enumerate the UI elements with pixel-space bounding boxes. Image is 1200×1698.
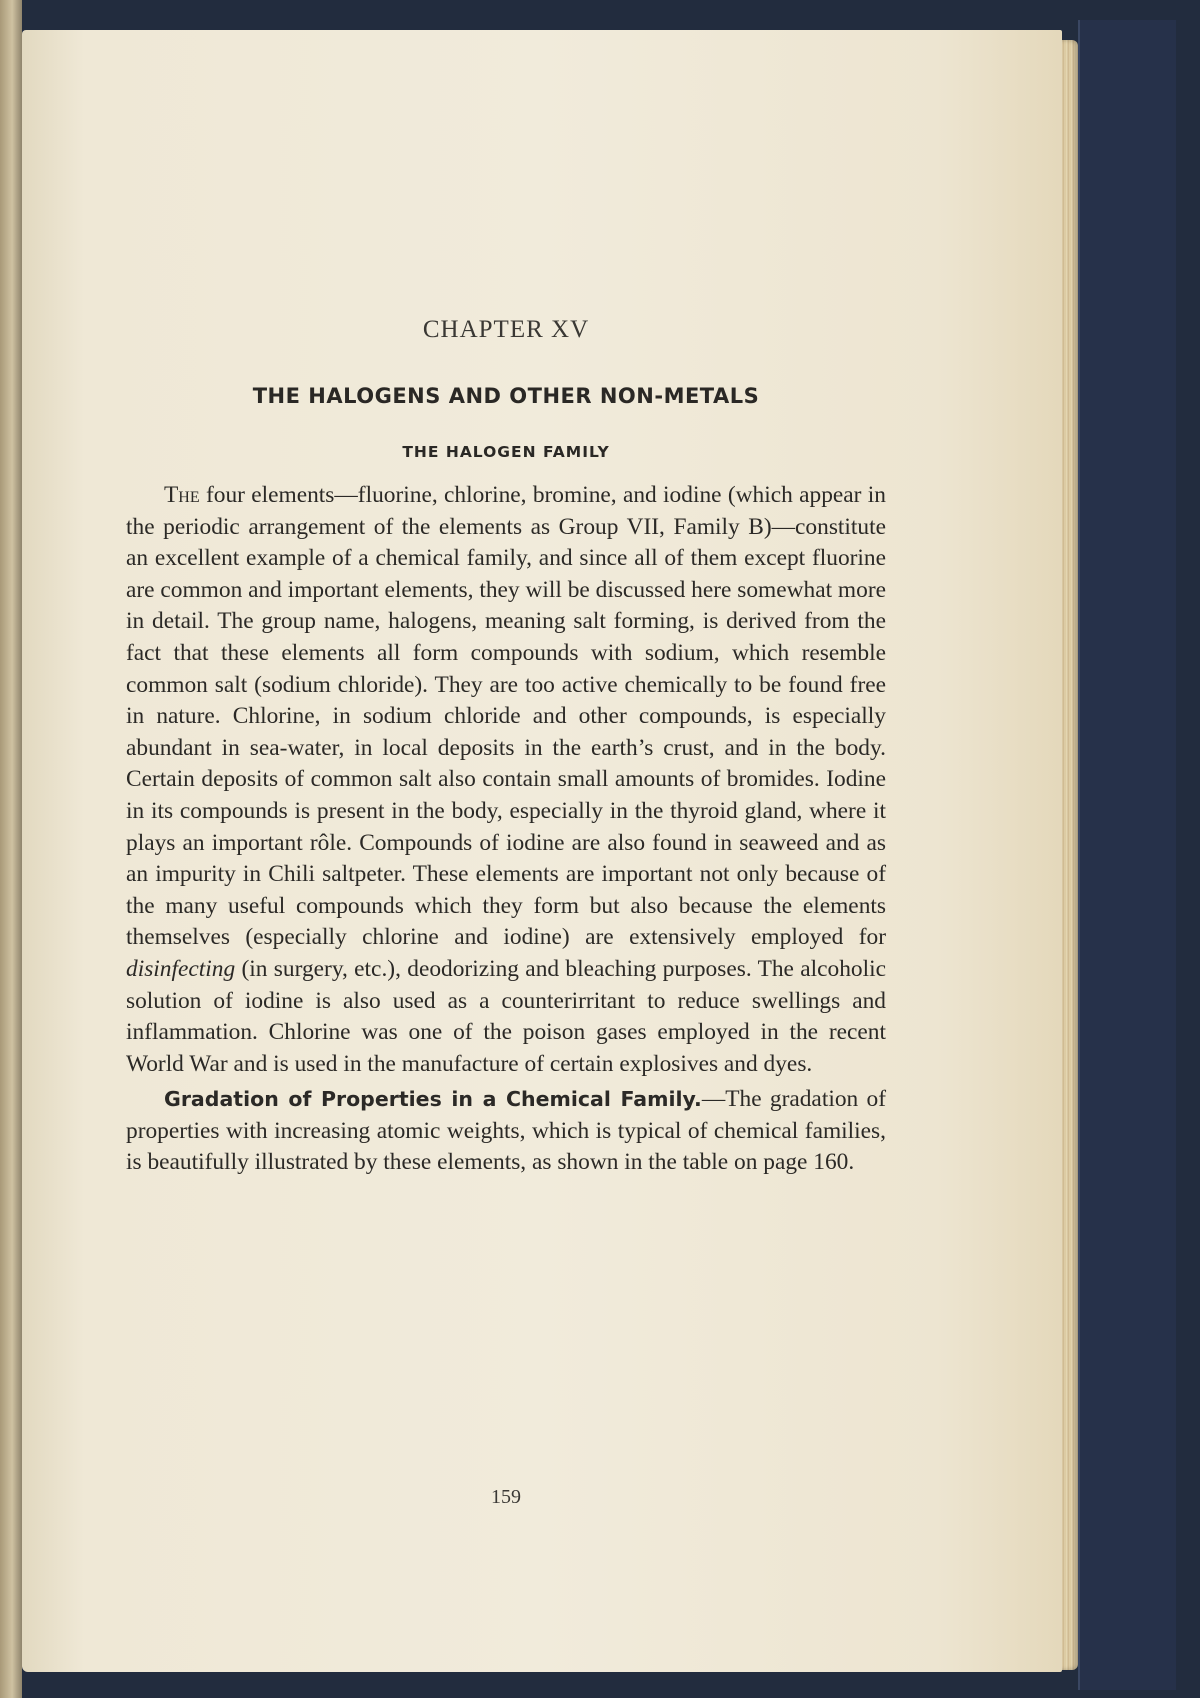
gradation-text: —The gradation of properties with increasing atomic weights, which is typical of chemical families, is beautifully illustrated by these elements, as shown in the table on page 160.: [126, 1086, 886, 1176]
gradation-heading: Gradation of Properties in a Chemical Family.: [164, 1087, 702, 1112]
chapter-title: THE HALOGENS AND OTHER NON-METALS: [252, 384, 760, 408]
page-number: 159: [491, 1486, 521, 1508]
intro-paragraph: [126, 480, 886, 1080]
intro-tail: (in surgery, etc.), deodorizing and bleaching purposes. The alcoholic solution of iodine is also used as a counterirritant to reduce swellings and inflammation. Chlorine was one of the poison gases employed in the recent World War and is used in the manufacture of certain explosives and dyes.: [126, 955, 886, 1077]
book-page: [22, 30, 1062, 1672]
intro-italic-term: disinfecting: [126, 955, 236, 982]
book-cover-edge: [1078, 20, 1176, 1690]
body-text: [126, 480, 886, 1179]
book-spine: [0, 0, 22, 1698]
intro-lead-word: The: [164, 482, 200, 508]
chapter-number: CHAPTER XV: [422, 316, 590, 343]
gradation-paragraph: [126, 1084, 886, 1179]
section-heading: THE HALOGEN FAMILY: [402, 443, 610, 461]
intro-text: four elements—fluorine, chlorine, bromine, and iodine (which appear in the periodic arrangement of the elements as Group VII, Family B)—constitute an excellent example of a chemical family, and since all of them except fluorine are common and important elements, they will be discussed here somewhat more in detail. The group name, halogens, meaning salt forming, is derived from the fact that these elements all form compounds with sodium, which resemble common salt (sodium chloride). They are too active chemically to be found free in nature. Chlorine, in sodium chloride and other compounds, is especially abundant in sea-water, in local deposits in the earth’s crust, and in the body. Certain deposits of common salt also contain small amounts of bromides. Iodine in its compounds is present in the body, especially in the thyroid gland, where it plays an important rôle. Compounds of iodine are also found in seaweed and as an impurity in Chili saltpeter. These elements are important not only because of the many useful compounds which they form but also because the elements themselves (especially chlorine and iodine) are extensively employed for: [126, 482, 886, 951]
